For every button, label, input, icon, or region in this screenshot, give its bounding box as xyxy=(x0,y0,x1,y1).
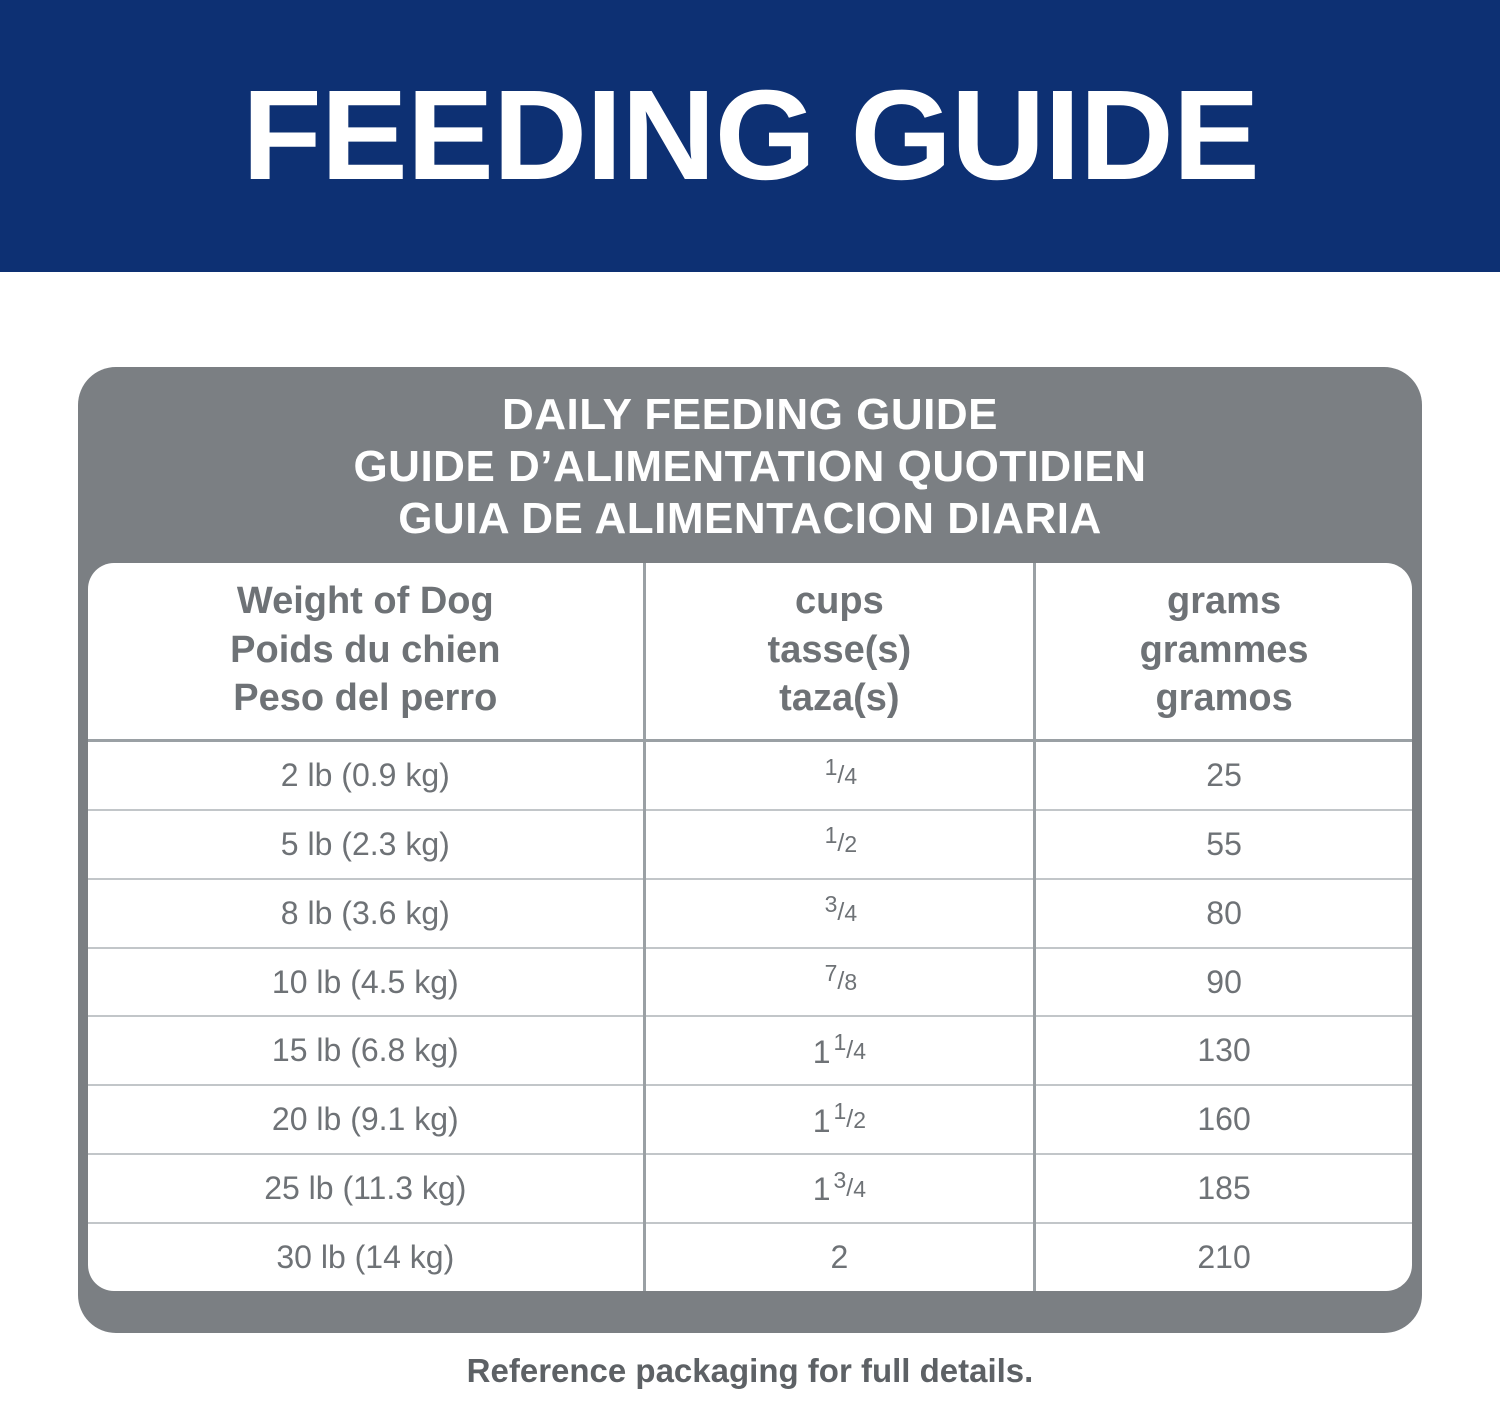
cups-fraction: 3/4 xyxy=(833,1166,866,1203)
cups-denominator: 8 xyxy=(844,969,858,996)
cups-whole: 1 xyxy=(812,1102,831,1139)
column-header-weight-fr: Poids du chien xyxy=(230,628,501,671)
cell-weight: 30 lb (14 kg) xyxy=(276,1239,455,1276)
cell-cups xyxy=(644,740,1035,809)
cups-numerator: 3 xyxy=(833,1166,847,1193)
column-header-cups-es: taza(s) xyxy=(779,677,900,720)
cups-denominator: 4 xyxy=(844,762,858,789)
cell-cups xyxy=(644,1223,1035,1291)
card-heading-english: DAILY FEEDING GUIDE xyxy=(501,390,999,439)
card-heading-french: GUIDE D’ALIMENTATION QUOTIDIEN xyxy=(353,441,1147,491)
cups-denominator: 2 xyxy=(844,831,858,858)
cell-grams: 185 xyxy=(1035,1154,1412,1223)
table-header xyxy=(88,563,1412,740)
table-body xyxy=(88,740,1412,1291)
cups-fraction: 3/4 xyxy=(824,891,858,927)
cups-numerator: 1 xyxy=(824,822,838,849)
column-header-grams-fr: grammes xyxy=(1139,628,1309,671)
column-header-weight-en: Weight of Dog xyxy=(236,580,494,622)
cups-numerator: 1 xyxy=(833,1029,847,1056)
feeding-table-container xyxy=(88,563,1412,1291)
column-header-cups-fr: tasse(s) xyxy=(767,628,912,671)
card-heading-spanish: GUIA DE ALIMENTACION DIARIA xyxy=(398,493,1102,543)
cups-fraction: 1/2 xyxy=(824,822,858,858)
cell-grams: 130 xyxy=(1035,1016,1412,1085)
table-row xyxy=(88,810,1412,879)
footer-note: Reference packaging for full details. xyxy=(466,1352,1034,1389)
cell-grams: 90 xyxy=(1035,948,1412,1017)
cups-denominator: 4 xyxy=(844,900,858,927)
cell-grams: 210 xyxy=(1035,1223,1412,1291)
cell-grams: 25 xyxy=(1035,740,1412,809)
cell-weight: 8 lb (3.6 kg) xyxy=(88,879,644,948)
cups-denominator: 2 xyxy=(853,1107,866,1134)
cell-grams: 55 xyxy=(1035,810,1412,879)
feeding-table xyxy=(88,563,1412,1291)
table-row xyxy=(88,1016,1412,1085)
cups-fraction: 1/4 xyxy=(824,753,858,789)
table-row xyxy=(88,879,1412,948)
column-header-cups-en: cups xyxy=(795,580,884,622)
cups-plain: 2 xyxy=(830,1239,849,1276)
cups-numerator: 1 xyxy=(824,753,838,780)
cell-weight: 15 lb (6.8 kg) xyxy=(88,1016,644,1085)
cell-cups xyxy=(644,879,1035,948)
table-row xyxy=(88,1154,1412,1223)
table-row xyxy=(88,948,1412,1017)
cell-weight: 10 lb (4.5 kg) xyxy=(88,948,644,1017)
cups-fraction: 1/2 xyxy=(833,1098,866,1134)
cups-fraction: 1/4 xyxy=(833,1029,866,1065)
column-header-grams xyxy=(1035,563,1412,740)
column-header-cups xyxy=(644,563,1035,740)
cups-numerator: 1 xyxy=(833,1098,847,1125)
cell-cups xyxy=(644,1016,1035,1085)
cups-numerator: 7 xyxy=(824,960,838,987)
table-row xyxy=(88,1223,1412,1291)
cell-grams: 160 xyxy=(1035,1085,1412,1154)
cups-denominator: 4 xyxy=(853,1176,866,1203)
page-title: FEEDING GUIDE xyxy=(241,64,1259,207)
table-row xyxy=(88,740,1412,809)
card-heading xyxy=(78,389,1422,545)
cell-weight: 2 lb (0.9 kg) xyxy=(88,740,644,809)
cell-cups xyxy=(644,1154,1035,1223)
cell-cups xyxy=(644,1085,1035,1154)
page-banner xyxy=(0,0,1500,272)
cups-whole: 1 xyxy=(812,1171,831,1208)
cups-denominator: 4 xyxy=(853,1038,866,1065)
column-header-grams-en: grams xyxy=(1167,580,1282,622)
cell-weight: 20 lb (9.1 kg) xyxy=(88,1085,644,1154)
column-header-weight xyxy=(88,563,644,740)
column-header-weight-es: Peso del perro xyxy=(233,677,498,720)
column-header-grams-es: gramos xyxy=(1155,677,1293,720)
feeding-guide-card xyxy=(78,367,1422,1333)
cups-numerator: 3 xyxy=(824,891,838,918)
table-row xyxy=(88,1085,1412,1154)
cell-cups xyxy=(644,948,1035,1017)
cell-grams: 80 xyxy=(1035,879,1412,948)
table-header-row xyxy=(88,563,1412,740)
cell-weight: 5 lb (2.3 kg) xyxy=(88,810,644,879)
cell-cups xyxy=(644,810,1035,879)
cups-whole: 1 xyxy=(812,1033,831,1070)
cell-weight: 25 lb (11.3 kg) xyxy=(88,1154,644,1223)
cups-fraction: 7/8 xyxy=(824,960,858,996)
